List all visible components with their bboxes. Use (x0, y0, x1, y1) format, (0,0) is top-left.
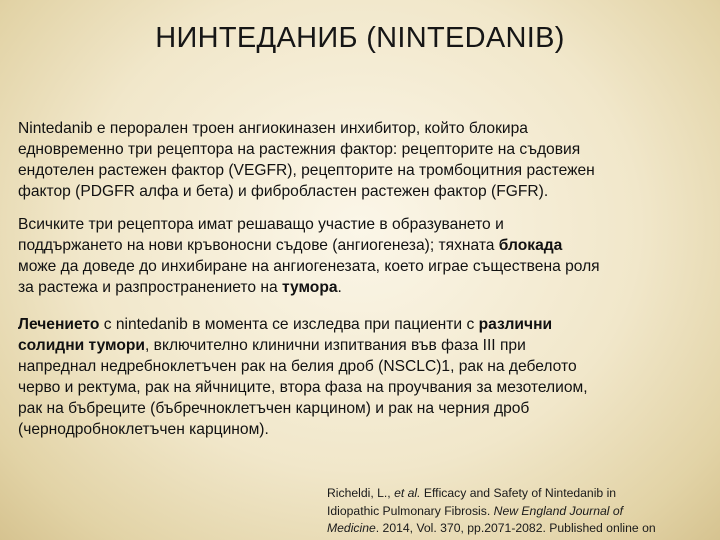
paragraph-mechanism (18, 118, 708, 202)
reference-title-end: Idiopathic Pulmonary Fibrosis. (327, 503, 494, 518)
paragraph2-line2-text: поддържането на нови кръвоносни съдове (ангиогенеза); тяхната (18, 237, 499, 254)
slide-title: НИНТЕДАНИБ (NINTEDANIB) (155, 22, 565, 54)
reference-details: . 2014, Vol. 370, pp.2071-2082. Published online on (375, 521, 656, 535)
paragraph2-line4-end: . (337, 279, 342, 296)
paragraph3-line6: (чернодробноклетъчен карцином). (18, 421, 269, 438)
paragraph2-line3: може да доведе до инхибиране на ангиогенезата, което играе съществена роля (18, 258, 600, 275)
paragraph2-line4 (18, 277, 708, 298)
paragraph3-line5: рак на бъбреците (бъбречноклетъчен карцином) и рак на черния дроб (18, 400, 530, 417)
reference-journal-end: Medicine (327, 521, 376, 535)
paragraph1-line3: ендотелен растежен фактор (VEGFR), рецепторите на тромбоцитния растежен (18, 162, 595, 179)
paragraph2-line2 (18, 235, 708, 256)
paragraph2-line4-text: за растежа и разпространението на (18, 279, 282, 296)
reference-line3 (327, 520, 717, 538)
slide-content (18, 118, 708, 452)
emphasis-solid-tumors: солидни тумори (18, 337, 145, 354)
paragraph-angiogenesis (18, 214, 708, 298)
reference-author: Richeldi, L., (327, 486, 395, 500)
paragraph3-line2-text: , включително клинични изпитвания във фаза III при (145, 337, 526, 354)
reference-citation (327, 485, 717, 538)
paragraph3-line1 (18, 314, 708, 335)
paragraph3-line4: черво и ректума, рак на яйчниците, втора фаза на проучвания за мезотелиом, (18, 379, 588, 396)
emphasis-tumor: тумора (281, 279, 338, 296)
paragraph2-line1: Всичките три рецептора имат решаващо участие в образуването и (18, 216, 504, 233)
reference-title-start: Efficacy and Safety of Nintedanib in (420, 486, 617, 500)
reference-line2 (327, 503, 717, 521)
reference-line1 (327, 485, 717, 503)
paragraph3-line2 (18, 335, 708, 356)
paragraph3-line3: напреднал недребноклетъчен рак на белия дроб (NSCLC)1, рак на дебелото (18, 358, 577, 375)
emphasis-treatment: Лечението (18, 316, 100, 333)
paragraph-treatment (18, 314, 708, 440)
paragraph1-line2: едновременно три рецептора на растежния фактор: рецепторите на съдовия (18, 141, 581, 158)
paragraph3-line1-text: с nintedanib в момента се изследва при пациенти с (99, 316, 479, 333)
reference-et-al: et al. (394, 486, 421, 500)
paragraph1-line4: фактор (PDGFR алфа и бета) и фибробластен растежен фактор (FGFR). (18, 183, 549, 200)
paragraph1-line1: Nintedanib е перорален троен ангиокиназен инхибитор, който блокира (18, 120, 528, 137)
emphasis-various: различни (478, 316, 553, 333)
reference-journal: New England Journal of (493, 503, 624, 518)
emphasis-blockade: блокада (498, 237, 563, 254)
